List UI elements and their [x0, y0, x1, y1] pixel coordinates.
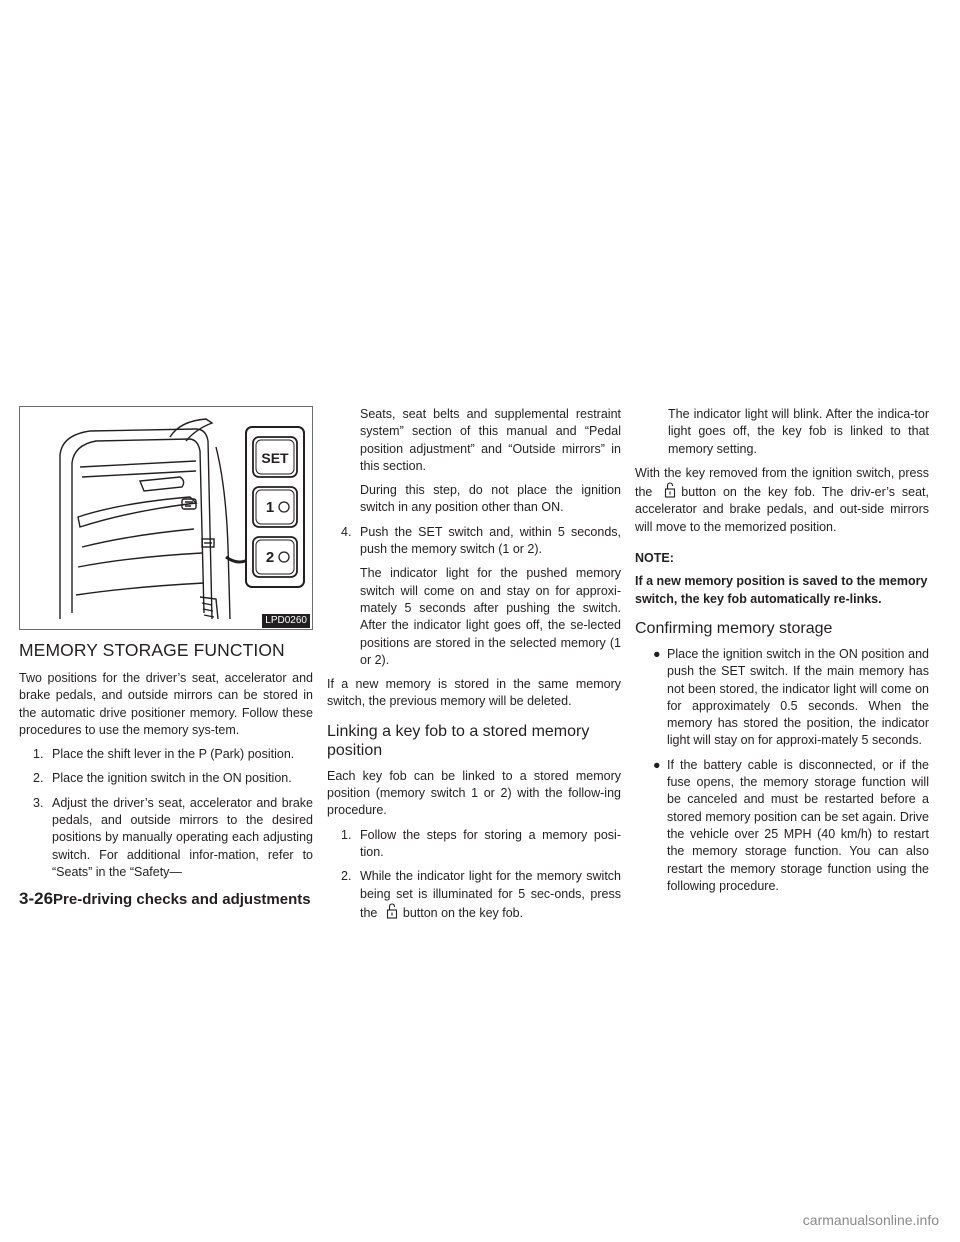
list-item: ● If the battery cable is disconnected, or if the fuse opens, the memory storage function will be canceled and must be restarted before a stored memory position can be set again. Drive the vehicle over 25 MPH (40 km/h) to restart the memory storage function. You can also restart the memory storage function using the following procedure. — [653, 757, 929, 893]
intro-paragraph: Two positions for the driver’s seat, accelerator and brake pedals, and outside mirrors can be stored in the automatic drive positioner memory. Follow these procedures to use the memory sys-tem. — [19, 671, 313, 737]
list-item: 1. Follow the steps for storing a memory posi-tion. — [341, 827, 621, 859]
linking-title: Linking a key fob to a stored memory position — [327, 722, 590, 759]
step-4-note: The indicator light for the pushed memory switch will come on and stay on for approxi-mately 5 seconds after pushing the switch. After the indicator light goes off, the se-lected positions are stored in the selected memory (1 or 2). — [360, 566, 621, 667]
step-3-note: During this step, do not place the ignition switch in any position other than ON. — [360, 483, 621, 515]
door-memory-switch-figure — [19, 406, 313, 630]
note-body: If a new memory position is saved to the memory switch, the key fob automatically re-links. — [635, 574, 928, 606]
memory-switch-1-label: 1 — [265, 499, 275, 516]
linking-intro: Each key fob can be linked to a stored memory position (memory switch 1 or 2) with the follow-ing procedure. — [327, 768, 621, 818]
figure-label: LPD0260 — [262, 614, 310, 628]
column-left — [19, 406, 313, 888]
page-footer — [19, 889, 311, 910]
linking-steps-list — [327, 827, 621, 922]
list-item: 2. Place the ignition switch in the ON position. — [33, 771, 292, 786]
confirming-bullets — [635, 646, 929, 895]
list-item: 3. Adjust the driver’s seat, accelerator and brake pedals, and outside mirrors to the desired positions by manually operating each adjusting switch. For additional infor-mation, refer to “Seats” in the “Safety— — [33, 795, 313, 879]
column-right — [635, 406, 929, 902]
list-item: Seats, seat belts and supplemental restraint system” section of this manual and “Pedal position adjustment” and “Outside mirrors” in this section. During this step, do not place the ignition switch in any position other than ON. — [327, 406, 621, 517]
set-switch-label: SET — [261, 450, 289, 466]
page-number: 3-26 — [19, 889, 54, 908]
overwrite-paragraph: If a new memory is stored in the same memory switch, the previous memory will be deleted. — [327, 677, 621, 709]
column-middle — [327, 406, 621, 929]
list-item: The indicator light will blink. After the indica-tor light goes off, the key fob is linked to that memory setting. — [668, 407, 929, 456]
footer-section-title: Pre-driving checks and adjustments — [53, 891, 311, 908]
confirming-title: Confirming memory storage — [635, 619, 833, 637]
memory-switch-panel — [246, 427, 304, 587]
watermark: carmanualsonline.info — [802, 1212, 939, 1228]
key-fob-unlock-icon — [381, 903, 403, 917]
storage-steps-list — [19, 746, 313, 881]
memory-switch-2-label: 2 — [265, 549, 275, 566]
door-panel-illustration — [20, 407, 312, 629]
storage-steps-continued — [327, 406, 621, 669]
list-item: 4. Push the SET switch and, within 5 seconds, push the memory switch (1 or 2). The indicator light for the pushed memory switch will come on and stay on for approxi-mately 5 seconds after pushing the switch. After the indicator light goes off, the se-lected positions are stored in the selected memory (1 or 2). — [327, 524, 621, 669]
key-fob-unlock-icon — [659, 482, 681, 496]
linking-steps-continued — [635, 406, 929, 458]
section-title: MEMORY STORAGE FUNCTION — [19, 640, 285, 660]
list-item: 2. While the indicator light for the memory switch being set is illuminated for 5 sec-onds, press the button on the key fob. — [341, 869, 621, 920]
key-removed-paragraph: With the key removed from the ignition switch, press the button on the key fob. The driv-er’s seat, accelerator and brake pedals, and out-side mirrors will move to the memorized position. — [635, 465, 929, 534]
note-heading: NOTE: — [635, 551, 674, 566]
list-item: 1. Place the shift lever in the P (Park) position. — [33, 747, 295, 762]
list-item: ● Place the ignition switch in the ON position and push the SET switch. If the main memory has not been stored, the indicator light will come on for approximately 0.5 seconds. When the memory has stored the position, the indicator light will stay on for approxi-mately 5 seconds. — [653, 646, 929, 748]
